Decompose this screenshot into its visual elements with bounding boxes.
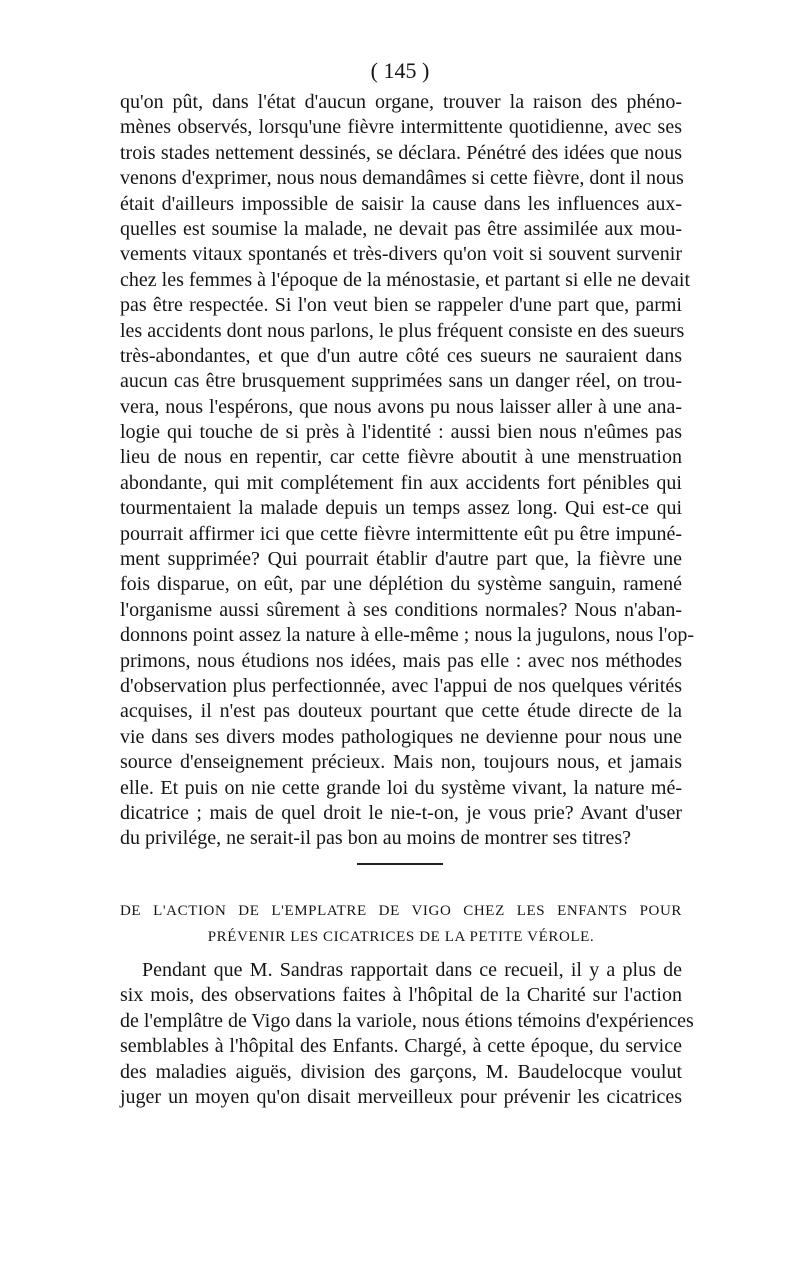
section-divider — [357, 863, 443, 865]
text-line: les accidents dont nous parlons, le plus fréquent consiste en des sueurs — [120, 319, 685, 342]
section-title — [120, 898, 682, 950]
section-title-line: DE L'ACTION DE L'EMPLATRE DE VIGO CHEZ LES ENFANTS POUR — [120, 903, 682, 919]
text-line: logie qui touche de si près à l'identité : aussi bien nous n'eûmes pas — [120, 421, 682, 444]
text-line: Pendant que M. Sandras rapportait dans ce recueil, il y a plus de — [142, 959, 682, 981]
text-line: vera, nous l'espérons, que nous avons pu nous laisser aller à une ana- — [120, 395, 682, 418]
text-line: vements vitaux spontanés et très-divers qu'on voit si souvent survenir — [120, 243, 682, 266]
text-line: mènes observés, lorsqu'une fièvre intermittente quotidienne, avec ses — [120, 116, 682, 139]
text-line: abondante, qui mit complétement fin aux accidents fort pénibles qui — [120, 471, 682, 494]
text-line: juger un moyen qu'on disait merveilleux pour prévenir les cicatrices — [120, 1085, 682, 1108]
section-title-line: PRÉVENIR LES CICATRICES DE LA PETITE VÉROLE. — [207, 929, 595, 945]
text-line: lieu de nous en repentir, car cette fièvre aboutit à une menstruation — [120, 446, 682, 469]
text-line: quelles est soumise la malade, ne devait pas être assimilée aux mou- — [120, 217, 682, 240]
paragraph-2 — [120, 958, 694, 1110]
text-line: des maladies aiguës, division des garçons, M. Baudelocque voulut — [120, 1060, 682, 1083]
text-line: aucun cas être brusquement supprimées sans un danger réel, on trou- — [120, 370, 682, 393]
text-line: pas être respectée. Si l'on veut bien se rappeler d'une part que, parmi — [120, 294, 682, 317]
text-line: elle. Et puis on nie cette grande loi du système vivant, la nature mé- — [120, 776, 682, 799]
text-line: fois disparue, on eût, par une déplétion du système sanguin, ramené — [120, 573, 682, 596]
text-line: source d'enseignement précieux. Mais non, toujours nous, et jamais — [120, 751, 682, 774]
text-line: venons d'exprimer, nous nous demandâmes si cette fièvre, dont il nous — [120, 167, 684, 190]
text-line: du privilége, ne serait-il pas bon au moins de montrer ses titres? — [120, 827, 631, 850]
text-line: d'observation plus perfectionnée, avec l'appui de nos quelques vérités — [120, 674, 682, 697]
text-line: dicatrice ; mais de quel droit le nie-t-on, je vous prie? Avant d'user — [120, 801, 682, 824]
text-line: tourmentaient la malade depuis un temps assez long. Qui est-ce qui — [120, 497, 682, 520]
text-line: trois stades nettement dessinés, se déclara. Pénétré des idées que nous — [120, 141, 682, 164]
text-line: vie dans ses divers modes pathologiques ne devienne pour nous une — [120, 725, 682, 748]
text-line: pourrait affirmer ici que cette fièvre intermittente eût pu être impuné- — [120, 522, 682, 545]
text-line: chez les femmes à l'époque de la ménostasie, et partant si elle ne devait — [120, 268, 691, 291]
text-line: semblables à l'hôpital des Enfants. Chargé, à cette époque, du service — [120, 1035, 682, 1058]
page-number: ( 145 ) — [370, 58, 430, 83]
text-line: l'organisme aussi sûrement à ses conditions normales? Nous n'aban- — [120, 598, 682, 621]
paragraph-1 — [120, 90, 695, 852]
text-line: très-abondantes, et que d'un autre côté ces sueurs ne sauraient dans — [120, 344, 682, 367]
text-line: qu'on pût, dans l'état d'aucun organe, trouver la raison des phéno- — [120, 91, 682, 113]
text-line: six mois, des observations faites à l'hôpital de la Charité sur l'action — [120, 984, 682, 1007]
text-line: de l'emplâtre de Vigo dans la variole, nous étions témoins d'expériences — [120, 1009, 694, 1032]
text-line: était d'ailleurs impossible de saisir la cause dans les influences aux- — [120, 192, 682, 215]
text-line: ment supprimée? Qui pourrait établir d'autre part que, la fièvre une — [120, 548, 682, 571]
text-line: donnons point assez la nature à elle-même ; nous la jugulons, nous l'op- — [120, 624, 695, 647]
text-line: primons, nous étudions nos idées, mais pas elle : avec nos méthodes — [120, 649, 682, 672]
text-line: acquises, il n'est pas douteux pourtant que cette étude directe de la — [120, 700, 682, 723]
